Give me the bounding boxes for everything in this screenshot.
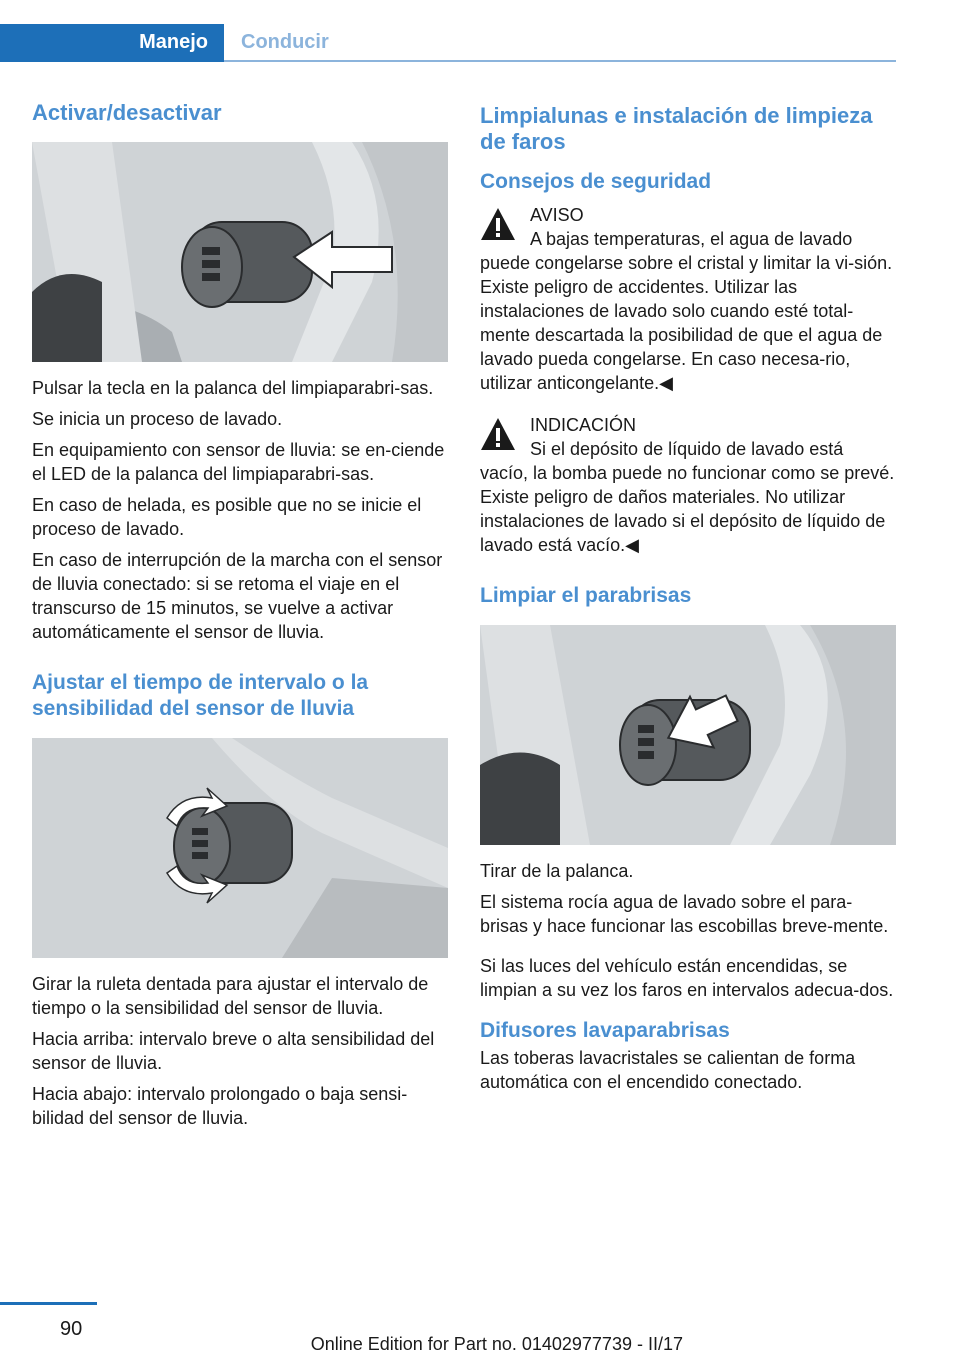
heading-ajustar: Ajustar el tiempo de intervalo o la sensibilidad del sensor de lluvia (32, 671, 369, 720)
warning-title: AVISO (530, 205, 584, 225)
tab-conducir[interactable] (224, 24, 896, 62)
right-column (480, 103, 896, 1101)
paragraph: Tirar de la palanca. (480, 861, 634, 881)
paragraph: Hacia arriba: intervalo breve o alta sensibilidad del sensor de lluvia. (32, 1029, 435, 1073)
paragraph: Si las luces del vehículo están encendidas, se limpian a su vez los faros en intervalos adecua‐dos. (480, 956, 894, 1000)
paragraph: Girar la ruleta dentada para ajustar el intervalo de tiempo o la sensibilidad del sensor de lluvia. (32, 974, 429, 1018)
paragraph: Hacia abajo: intervalo prolongado o baja sensi‐bilidad del sensor de lluvia. (32, 1084, 408, 1128)
warning-indicacion (480, 413, 896, 461)
paragraph: Las toberas lavacristales se calientan de forma automática con el encendido conectado. (480, 1048, 856, 1092)
paragraph: En equipamiento con sensor de lluvia: se en‐ciende el LED de la palanca del limpiaparabri‐sas. (32, 440, 445, 484)
heading-activar: Activar/desactivar (32, 100, 222, 125)
tab-conducir-label: Conducir (241, 31, 329, 53)
warning-body: Si el depósito de líquido de lavado está vacío, la bomba puede no funcionar como se prevé. Existe peligro de daños materiales. No utilizar instalaciones de lavado si el depósito de líquido de lavado está vacío.◀ (480, 439, 895, 555)
paragraph: Pulsar la tecla en la palanca del limpiaparabri‐sas. (32, 378, 434, 398)
tab-manejo-label: Manejo (139, 31, 208, 53)
heading-limpiar: Limpiar el parabrisas (480, 584, 692, 607)
figure-wiper-lever-press (32, 142, 448, 362)
left-column (32, 100, 448, 1137)
heading-consejos: Consejos de seguridad (480, 170, 712, 193)
paragraph: En caso de interrupción de la marcha con el sensor de lluvia conectado: si se retoma el viaje en el transcurso de 15 minutos, se vuelve a activar automáticamente el sensor de lluvia. (32, 550, 443, 642)
warning-title: INDICACIÓN (530, 415, 637, 435)
header-rule (224, 60, 896, 62)
heading-limpialunas: Limpialunas e instalación de limpieza de faros (480, 103, 873, 154)
warning-icon (480, 417, 516, 451)
tab-manejo[interactable] (0, 24, 224, 62)
edition-label: Online Edition for Part no. 01402977739 - II/17 (310, 1334, 683, 1354)
heading-difusores: Difusores lavaparabrisas (480, 1019, 730, 1042)
paragraph: El sistema rocía agua de lavado sobre el para‐brisas y hace funcionar las escobillas breve‐mente. (480, 892, 889, 936)
page-number: 90 (60, 1318, 83, 1340)
page-header (0, 0, 960, 62)
figure-wiper-lever-roller (32, 738, 448, 958)
warning-aviso (480, 203, 896, 251)
warning-body: A bajas temperaturas, el agua de lavado puede congelarse sobre el cristal y limitar la vi‐sión. Existe peligro de accidentes. Utilizar las instalaciones de lavado solo cuando esté total‐mente descartada la posibilidad de que el agua de lavado pueda congelarse. En caso necesa‐rio, utilizar anticongelante.◀ (480, 229, 893, 393)
paragraph: Se inicia un proceso de lavado. (32, 409, 283, 429)
footer-rule (0, 1302, 97, 1305)
warning-icon (480, 207, 516, 241)
paragraph: En caso de helada, es posible que no se inicie el proceso de lavado. (32, 495, 422, 539)
figure-wiper-lever-pull (480, 625, 896, 845)
